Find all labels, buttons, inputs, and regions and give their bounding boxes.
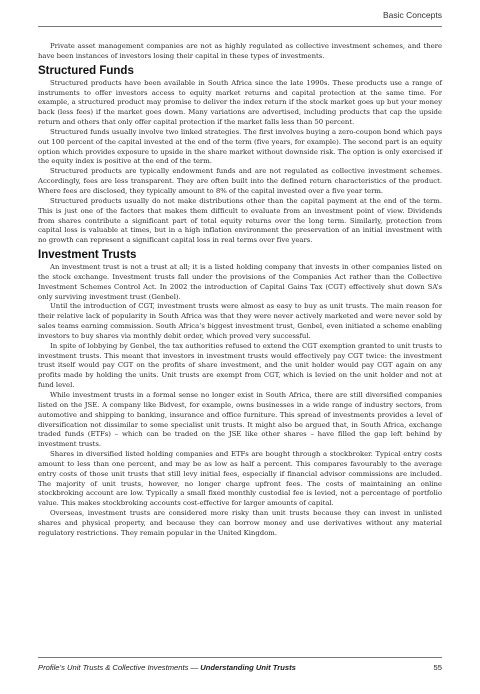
running-footer [38, 663, 442, 672]
header-rule [38, 26, 442, 27]
investment-trusts-paragraph-3: In spite of lobbying by Genbel, the tax authorities refused to extend the CGT exemption granted to unit trusts to investment trusts. This meant that investors in investment trusts would effectively pay CGT twice: the investment trust itself would pay CGT on the profits of share investment, and the unit holder would pay CGT again on any profits made by holding the units. Unit trusts are exempt from CGT, which is levied on the unit holder and not at fund level. [38, 341, 442, 390]
structured-funds-paragraph-2: Structured funds usually involve two linked strategies. The first involves buying a zero-coupon bond which pays out 100 percent of the capital invested at the end of the term (five years, for example). The second part is an equity option which provides exposure to upside in the share market without downside risk. The option is only exercised if the equity index is positive at the end of the term. [38, 127, 442, 166]
header-title: Basic Concepts [382, 10, 442, 20]
footer-chapter-title: Understanding Unit Trusts [200, 663, 296, 672]
footer-book-title-line [38, 663, 296, 672]
page-body [38, 42, 442, 539]
running-header [38, 10, 442, 20]
page-number: 55 [433, 663, 442, 672]
heading-investment-trusts: Investment Trusts [38, 249, 137, 262]
investment-trusts-paragraph-5: Shares in diversified listed holding companies and ETFs are bought through a stockbroker. Typical entry costs amount to less than one percent, and may be as low as half a percent. This compares favourably to the average entry costs of those unit trusts that still levy initial fees, especially if financial advisor commissions are included. The majority of unit trusts, however, no longer charge upfront fees. The costs of maintaining an online stockbroking account are low. Typically a small fixed monthly custodial fee is levied, not a percentage of portfolio value. This makes stockbroking accounts cost-effective for larger amounts of capital. [38, 450, 442, 508]
structured-funds-paragraph-4: Structured products usually do not make distributions other than the capital payment at the end of the term. This is just one of the factors that makes them difficult to evaluate from an investment point of view. Dividends from shares contribute a significant part of total equity returns over the long term. Similarly, protection from capital loss is valuable at times, but in a high inflation environment the preservation of an initial investment with no growth can represent a significant capital loss in real terms over five years. [38, 196, 442, 245]
heading-structured-funds: Structured Funds [38, 64, 134, 77]
intro-paragraph: Private asset management companies are not as highly regulated as collective investment schemes, and there have been instances of investors losing their capital in these types of investments. [38, 42, 442, 60]
structured-funds-paragraph-3: Structured products are typically endowment funds and are not regulated as collective investment schemes. Accordingly, fees are less transparent. They are often built into the defined return characteristics of the product. Where fees are disclosed, they typically amount to 8% of the capital invested over a five year term. [38, 167, 442, 195]
investment-trusts-paragraph-1: An investment trust is not a trust at all; it is a listed holding company that invests in other companies listed on the stock exchange. Investment trusts fall under the provisions of the Companies Act rather than the Collective Investment Schemes Control Act. In 2002 the introduction of Capital Gains Tax (CGT) effectively shut down SA’s only surviving investment trust (Genbel). [38, 263, 442, 301]
structured-funds-paragraph-1: Structured products have been available in South Africa since the late 1990s. These products use a range of instruments to offer investors access to equity market returns and capital protection at the same time. For example, a structured product may promise to deliver the index return if the stock market goes up but your money back (less fees) if the market goes down. Many variations are advertised, including products that cap the upside return and others that only offer capital protection if the market falls less than 50 percent. [38, 78, 442, 127]
footer-rule [38, 657, 442, 658]
investment-trusts-paragraph-4: While investment trusts in a formal sense no longer exist in South Africa, there are still diversified companies listed on the JSE. A company like Bidvest, for example, owns businesses in a wide range of industry sectors, from automotive and shipping to banking, insurance and office furniture. This spread of investments provides a level of diversification not dissimilar to some specialist unit trusts. It might also be argued that, in South Africa, exchange traded funds (ETFs) – which can be traded on the JSE like other shares – have filled the gap left behind by investment trusts. [38, 391, 442, 449]
investment-trusts-paragraph-2: Until the introduction of CGT, investment trusts were almost as easy to buy as unit trusts. The main reason for their relative lack of popularity in South Africa was that they were never actively marketed and were never sold by sales teams earning commission. South Africa’s biggest investment trust, Genbel, even initiated a scheme enabling investors to buy shares via monthly debit order, which proved very successful. [38, 302, 442, 340]
footer-book-title: Profile’s Unit Trusts & Collective Investments — [38, 663, 199, 672]
investment-trusts-paragraph-6: Overseas, investment trusts are considered more risky than unit trusts because they can invest in unlisted shares and physical property, and because they can borrow money and use derivatives without any material regulatory restrictions. They remain popular in the United Kingdom. [38, 509, 442, 537]
